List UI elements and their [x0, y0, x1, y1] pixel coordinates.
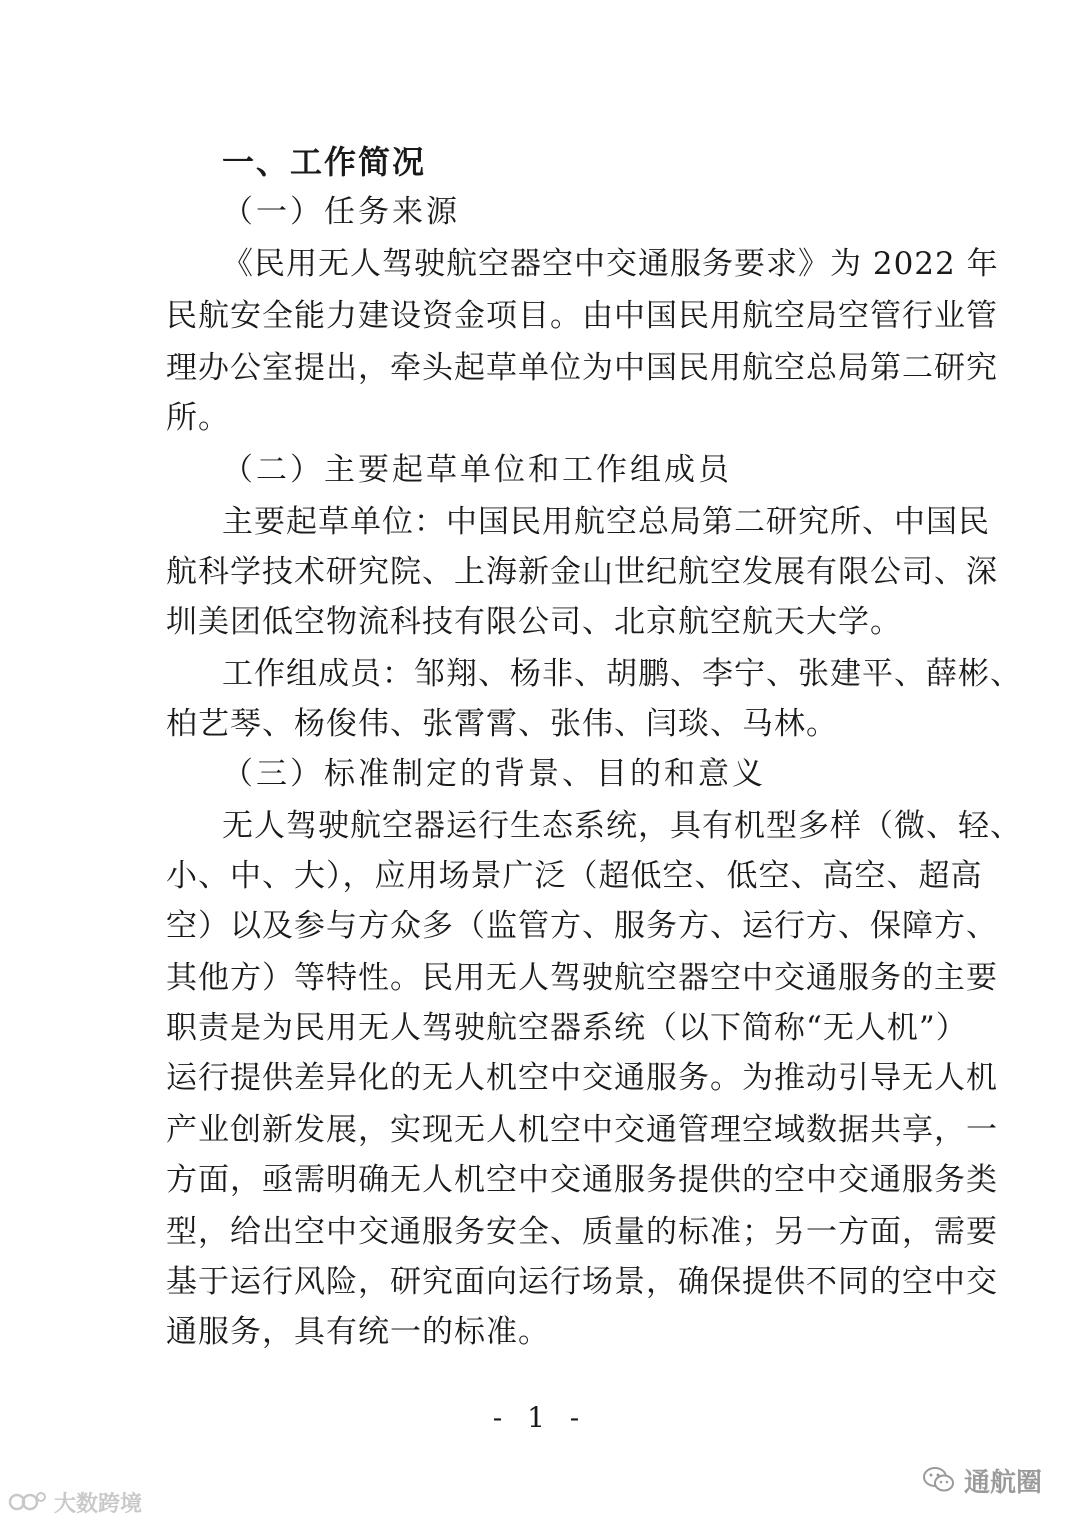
paragraph-line: 《民用无人驾驶航空器空中交通服务要求》为 2022 年: [222, 246, 999, 282]
paragraph-line: 运行提供差异化的无人机空中交通服务。为推动引导无人机: [166, 1060, 998, 1096]
paragraph-line: 通服务，具有统一的标准。: [166, 1314, 550, 1350]
watermark-left-text: 大数跨境: [54, 1491, 143, 1517]
paragraph-line: 小、中、大），应用场景广泛（超低空、低空、高空、超高: [166, 858, 983, 894]
subsection-title-background: （三）标准制定的背景、目的和意义: [222, 756, 766, 792]
paragraph-line: 型，给出空中交通服务安全、质量的标准；另一方面，需要: [166, 1214, 998, 1250]
paragraph-line: 理办公室提出，牵头起草单位为中国民用航空总局第二研究: [166, 350, 998, 386]
paragraph-line: 空）以及参与方众多（监管方、服务方、运行方、保障方、: [166, 908, 998, 944]
section-heading: 一、工作简况: [222, 143, 427, 181]
paragraph-line: 基于运行风险，研究面向运行场景，确保提供不同的空中交: [166, 1264, 998, 1300]
paragraph-line: 产业创新发展，实现无人机空中交通管理空域数据共享，一: [166, 1112, 998, 1148]
paragraph-line: 柏艺琴、杨俊伟、张霄霄、张伟、闫琰、马林。: [166, 706, 838, 742]
paragraph-line: 职责是为民用无人驾驶航空器系统（以下简称“无人机”）: [166, 1010, 968, 1046]
paragraph-line: 工作组成员：邹翔、杨非、胡鹏、李宁、张建平、薛彬、: [222, 656, 1022, 692]
paragraph-line: 航科学技术研究院、上海新金山世纪航空发展有限公司、深: [166, 554, 998, 590]
watermark-left: [8, 1484, 142, 1520]
paragraph-line: 民航安全能力建设资金项目。由中国民用航空局空管行业管: [166, 298, 998, 334]
paragraph-line: 其他方）等特性。民用无人驾驶航空器空中交通服务的主要: [166, 960, 998, 996]
brand-logo-icon: [8, 1489, 48, 1515]
paragraph-line: 无人驾驶航空器运行生态系统，具有机型多样（微、轻、: [222, 808, 1022, 844]
subsection-title-drafting-units: （二）主要起草单位和工作组成员: [222, 452, 732, 488]
paragraph-line: 所。: [166, 400, 230, 436]
paragraph-line: 主要起草单位：中国民用航空总局第二研究所、中国民: [222, 504, 990, 540]
subsection-title-task-source: （一）任务来源: [222, 194, 460, 230]
wechat-icon: [922, 1465, 956, 1495]
paragraph-line: 方面，亟需明确无人机空中交通服务提供的空中交通服务类: [166, 1162, 998, 1198]
paragraph-line: 圳美团低空物流科技有限公司、北京航空航天大学。: [166, 604, 902, 640]
watermark-right-text: 通航圈: [963, 1467, 1042, 1498]
page-number: - 1 -: [492, 1401, 588, 1434]
watermark-right: [922, 1460, 1042, 1500]
